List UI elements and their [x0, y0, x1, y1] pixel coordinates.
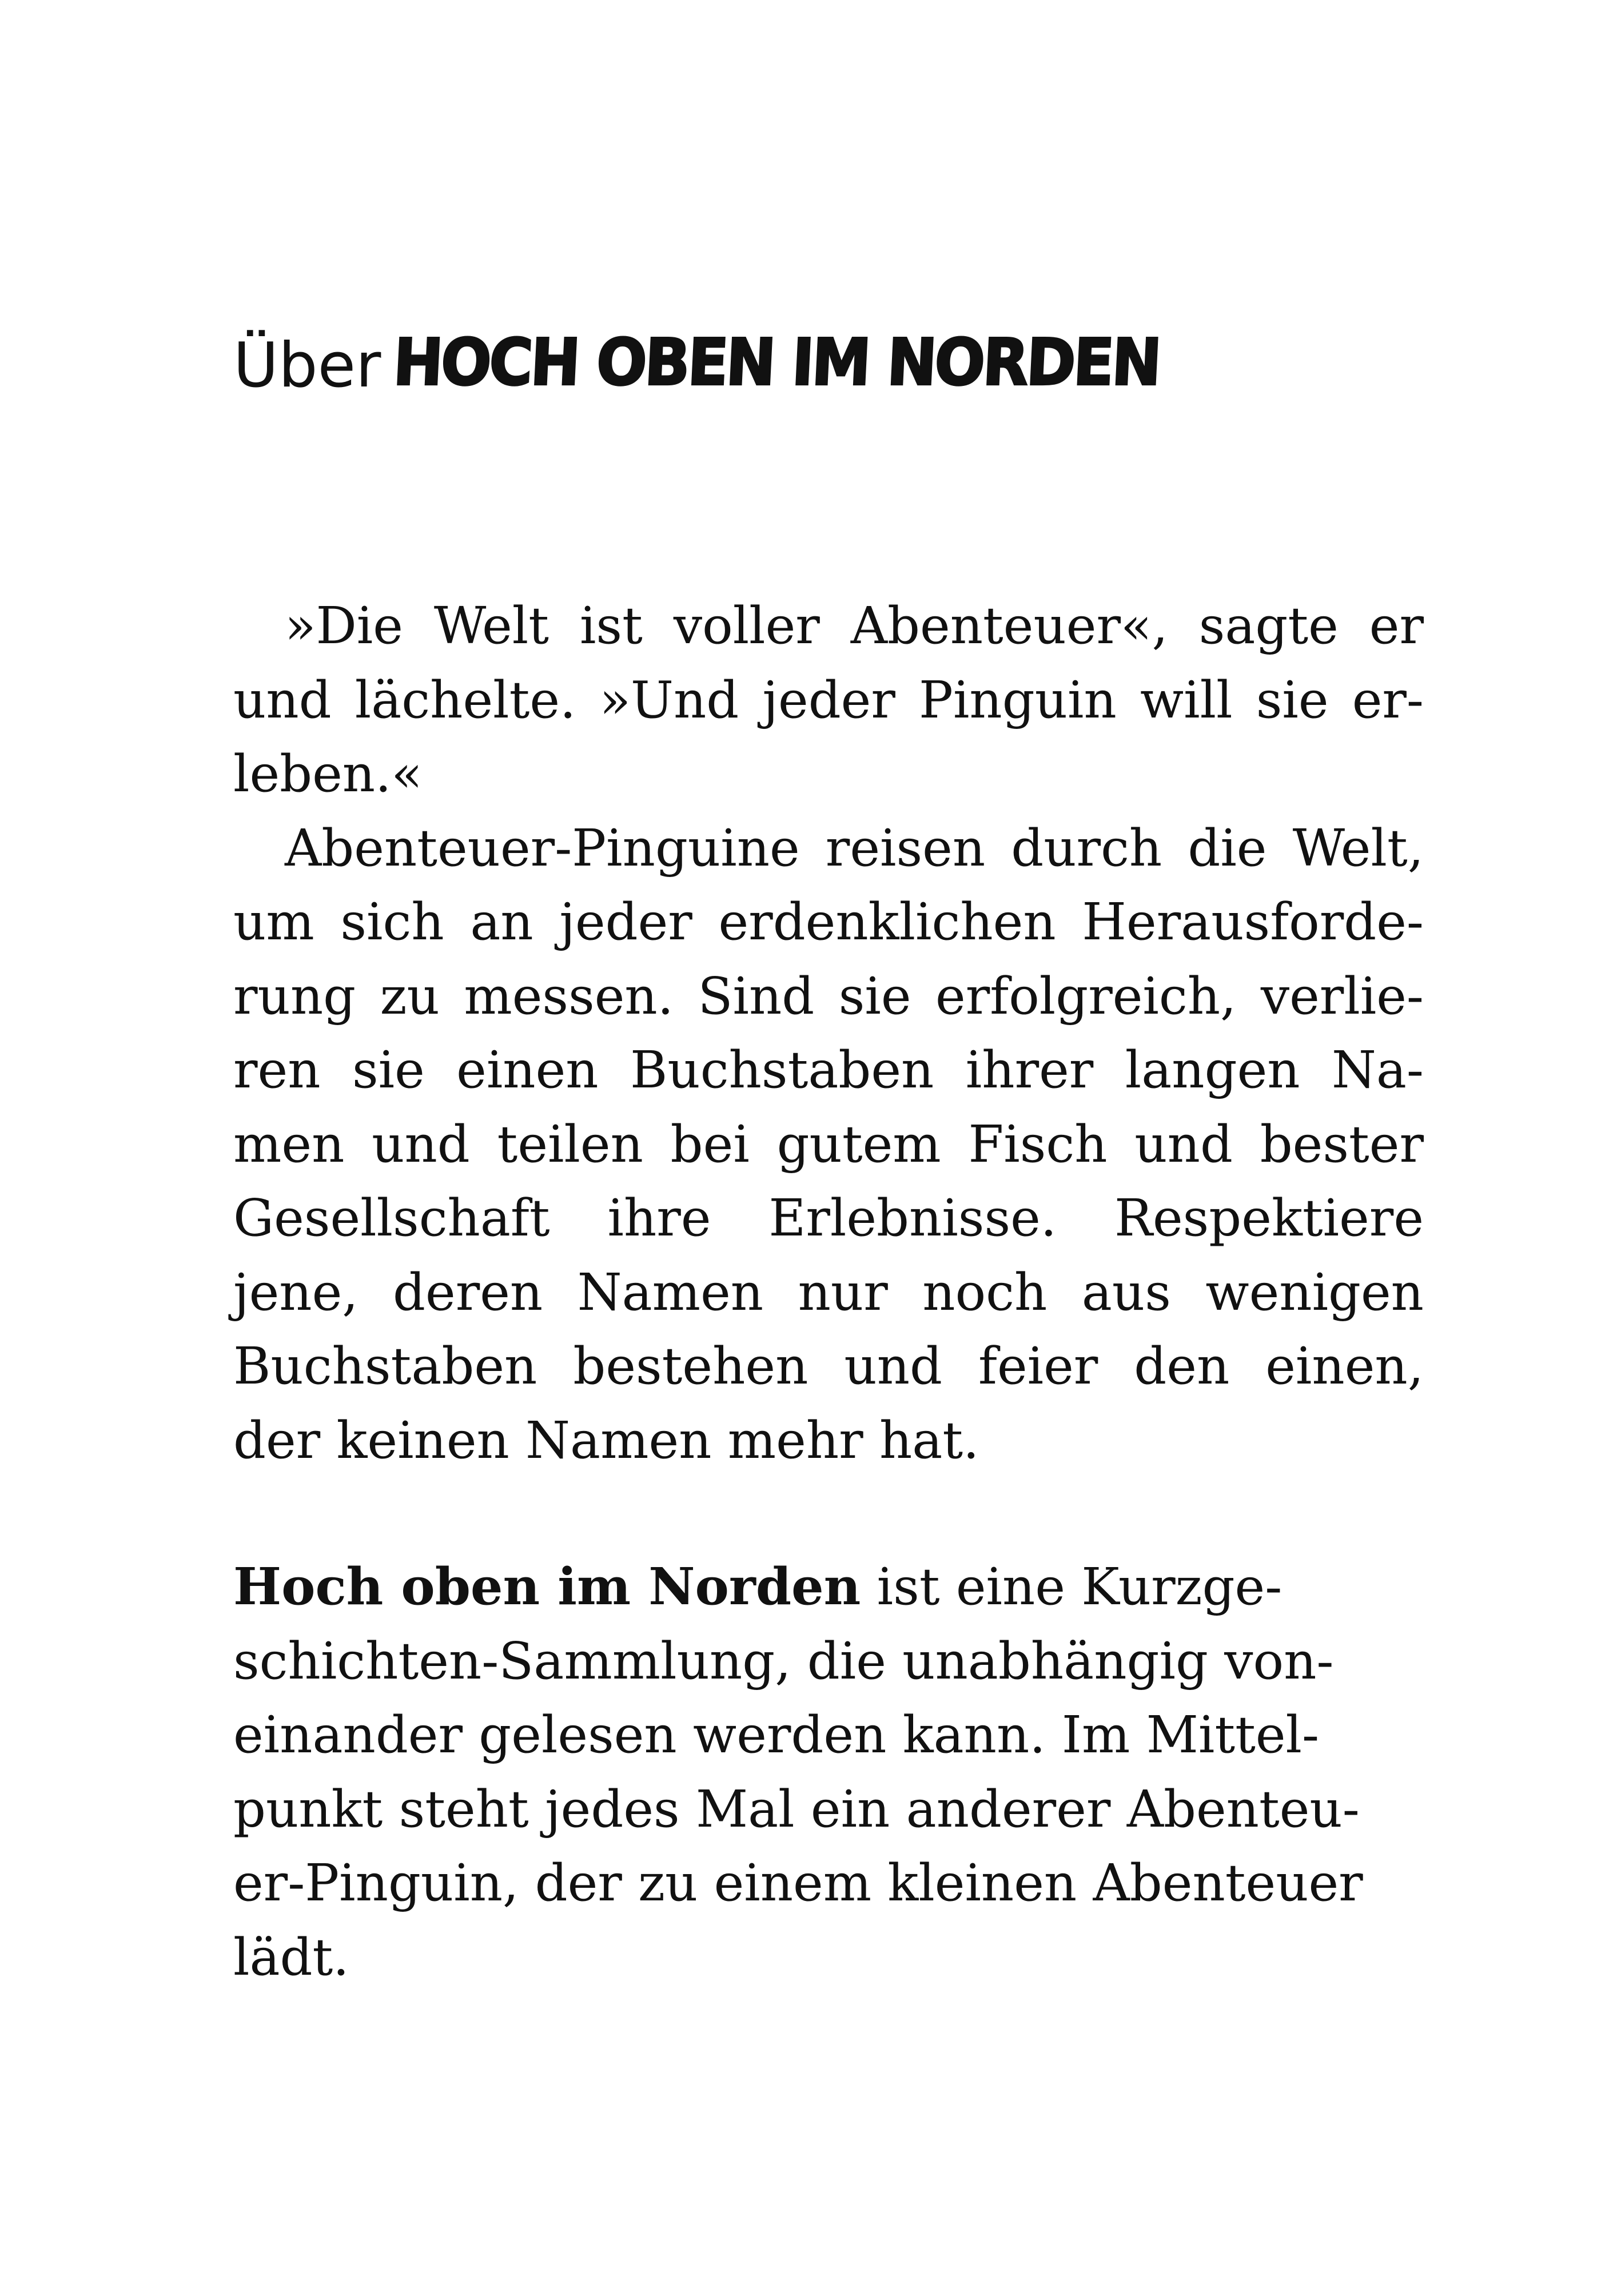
paragraph-line: Abenteuer-Pinguine reisen durch die Welt,: [285, 818, 1424, 878]
description-line: punkt steht jedes Mal ein anderer Abenteu-: [233, 1779, 1360, 1839]
paragraph-line: men und teilen bei gutem Fisch und bester: [233, 1114, 1424, 1174]
quote-line: »Die Welt ist voller Abenteuer«, sagte er: [285, 596, 1424, 655]
description-line: schichten-Sammlung, die unabhängig von-: [233, 1631, 1334, 1691]
paragraph-line: Gesellschaft ihre Erlebnisse. Respektiere: [233, 1188, 1424, 1247]
paragraph-line: rung zu messen. Sind sie erfolgreich, verlie-: [233, 966, 1424, 1026]
description-first-line: [233, 1549, 1424, 1624]
intro-section: [233, 589, 1424, 1477]
description-first-line-rest: ist eine Kurzge-: [861, 1557, 1283, 1616]
quote-line: und lächelte. »Und jeder Pinguin will sie er-: [233, 669, 1424, 730]
paragraph-line: jene, deren Namen nur noch aus wenigen: [233, 1262, 1424, 1322]
paragraph-line: der keinen Namen mehr hat.: [233, 1410, 979, 1470]
paragraph-line: um sich an jeder erdenklichen Herausforde-: [233, 892, 1424, 951]
book-title-logo: HOCH OBEN IM NORDEN: [391, 324, 1161, 400]
page-heading: [233, 320, 1434, 412]
paragraph-line: ren sie einen Buchstaben ihrer langen Na-: [233, 1040, 1424, 1099]
heading-prefix: Über: [233, 330, 381, 401]
description-section: [233, 1549, 1424, 1994]
description-line: lädt.: [233, 1927, 349, 1987]
description-line: er-Pinguin, der zu einem kleinen Abenteuer: [233, 1853, 1363, 1912]
paragraph-line: Buchstaben bestehen und feier den einen,: [233, 1336, 1424, 1396]
description-bold-title: Hoch oben im Norden: [233, 1556, 861, 1616]
quote-line: leben.«: [233, 744, 423, 803]
description-line: einander gelesen werden kann. Im Mittel-: [233, 1705, 1320, 1764]
